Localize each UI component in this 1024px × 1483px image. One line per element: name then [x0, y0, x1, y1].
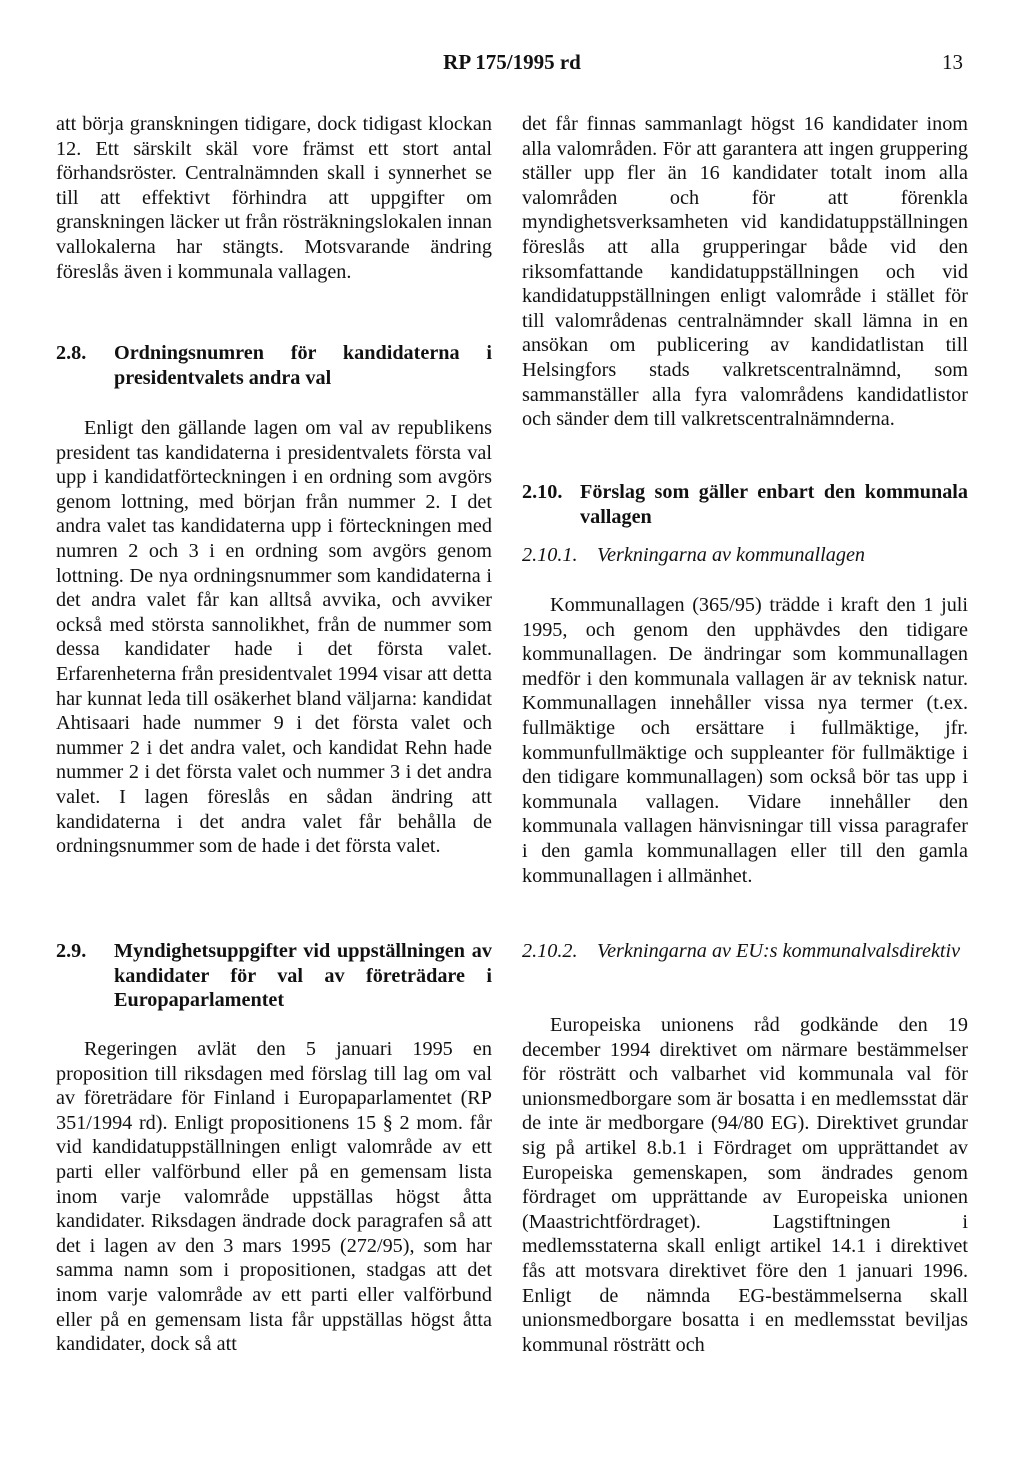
running-title: RP 175/1995 rd: [443, 50, 581, 74]
section-heading: [56, 939, 492, 1013]
paragraph-continued: det får finnas sammanlagt högst 16 kandidater inom alla valområden. För att garantera att ingen gruppering ställer upp fler än 16 kandidater totalt inom alla valområden och för att förenkla myndighetsverksamheten vid kandidatuppställningen föreslås att alla grupperingar både vid den riksomfattande kandidatuppställningen och vid kandidatuppställningen enligt valområde i stället för till valområdenas centralnämnder skall lämna in en ansökan om publicering av kandidatlistan till Helsingfors stads valkretscentralnämnd, som sammanställer alla fyra valområdens kandidatlistor och sänder dem till valkretscentralnämnderna.: [522, 113, 968, 431]
section-2-8-body: [56, 416, 492, 859]
left-column: [56, 112, 492, 284]
section-number: 2.8.: [56, 342, 87, 364]
subsection-title: Verkningarna av EU:s kommunalvalsdirektiv: [597, 940, 961, 962]
section-2-10-2: [522, 939, 968, 964]
page-number: 13: [942, 50, 963, 74]
paragraph-intro: att börja granskningen tidigare, dock tidigast klockan 12. Ett särskilt skäl vore främst ett stort antal förhandsröster. Centralnämnden skall i synnerhet se till att effektivt förhindra att uppgifter om granskningen läcker ut från rösträkningslokalen innan vallokalerna har stängts. Motsvarande ändring föreslås även i kommunala vallagen.: [56, 113, 492, 283]
right-column: [522, 112, 968, 432]
paragraph: Kommunallagen (365/95) trädde i kraft den 1 juli 1995, och genom den upphävdes den tidigare kommunallagen. De ändringar som kommunallagen medför i den kommunala vallagen är av teknisk natur. Kommunallagen innehåller vissa nya termer (t.ex. fullmäktige och ersättare i fullmäktige, jfr. kommunfullmäktige och suppleanter för fullmäktige i den tidigare kommunallagen) som också bör tas upp i kommunala vallagen. Vidare innehåller den kommunala vallagen hänvisningar till vissa paragrafer i den gamla kommunallagen eller till den gamla kommunallagen i allmänhet.: [522, 594, 968, 887]
page-header: [0, 50, 1024, 80]
paragraph: Europeiska unionens råd godkände den 19 december 1994 direktivet om närmare bestämmelser för rösträtt och valbarhet vid kommunala val för unionsmedborgare som är bosatta i en medlemsstat där de inte är medborgare (94/80 EG). Direktivet grundar sig på artikel 8.b.1 i Fördraget om upprättandet av Europeiska gemenskapen, som ändrades genom fördraget om upprättande av Europeiska unionen (Maastrichtfördraget). Lagstiftningen i medlemsstaterna skall enligt artikel 14.1 i direktivet fås att motsvara direktivet före den 1 januari 1996. Enligt de nämnda EG-bestämmelserna skall unionsmedborgare bosatta i en medlemsstat beviljas kommunal rösträtt och: [522, 1014, 968, 1356]
subsection-title: Verkningarna av kommunallagen: [597, 544, 865, 566]
section-heading: [522, 480, 968, 529]
subsection-number: 2.10.2.: [522, 940, 578, 962]
section-title: Ordningsnumren för kandidaterna i presidentvalets andra val: [114, 342, 492, 389]
section-2-10-1: [522, 543, 968, 568]
section-2-10: [522, 480, 968, 529]
subsection-number: 2.10.1.: [522, 544, 578, 566]
section-2-8: [56, 341, 492, 390]
paragraph: Regeringen avlät den 5 januari 1995 en proposition till riksdagen med förslag till lag om val av företrädare för Finland i Europaparlamentet (RP 351/1994 rd). Enligt propositionens 15 § 2 mom. får vid kandidatuppställningen enligt valområde av ett parti eller valförbund eller på en gemensam lista inom varje valområde uppställas högst åtta kandidater. Riksdagen ändrade dock paragrafen så att det i lagen av den 3 mars 1995 (272/95), som har samma namn som i propositionen, stadgas att det inom varje valområde av ett parti eller valförbund eller på en gemensam lista får uppställas högst åtta kandidater, dock så att: [56, 1038, 492, 1356]
section-number: 2.9.: [56, 940, 87, 962]
paragraph: Enligt den gällande lagen om val av republikens president tas kandidaterna i presidentvalets första val upp i kandidatförteckningen i en ordning som avgörs genom lottning, med början från nummer 2. I det andra valet tas kandidaterna upp i förteckningen med numren 2 och 3 i en ordning som avgörs genom lottning. De nya ordningsnummer som kandidaterna i det andra valet får kan alltså avvika, och avviker också med största sannolikhet, från de nummer som dessa kandidater hade i det första valet. Erfarenheterna från presidentvalet 1994 visar att detta har kunnat leda till osäkerhet bland väljarna: kandidat Ahtisaari hade nummer 9 i det första valet och nummer 2 i det andra valet, och kandidat Rehn hade nummer 2 i det första valet och nummer 3 i det andra valet. I lagen föreslås en sådan ändring att kandidaterna i det andra valet får behålla de ordningsnummer som de hade i det första valet.: [56, 417, 492, 858]
section-2-10-2-body: [522, 1013, 968, 1357]
section-2-9: [56, 939, 492, 1013]
subsection-heading: [522, 939, 968, 964]
section-2-9-body: [56, 1037, 492, 1357]
section-title: Förslag som gäller enbart den kommunala vallagen: [580, 481, 968, 528]
section-title: Myndighetsuppgifter vid uppställningen av kandidater för val av företrädare i Europaparlamentet: [114, 940, 492, 1012]
subsection-heading: [522, 543, 968, 568]
section-number: 2.10.: [522, 481, 563, 503]
section-2-10-1-body: [522, 593, 968, 888]
section-heading: [56, 341, 492, 390]
